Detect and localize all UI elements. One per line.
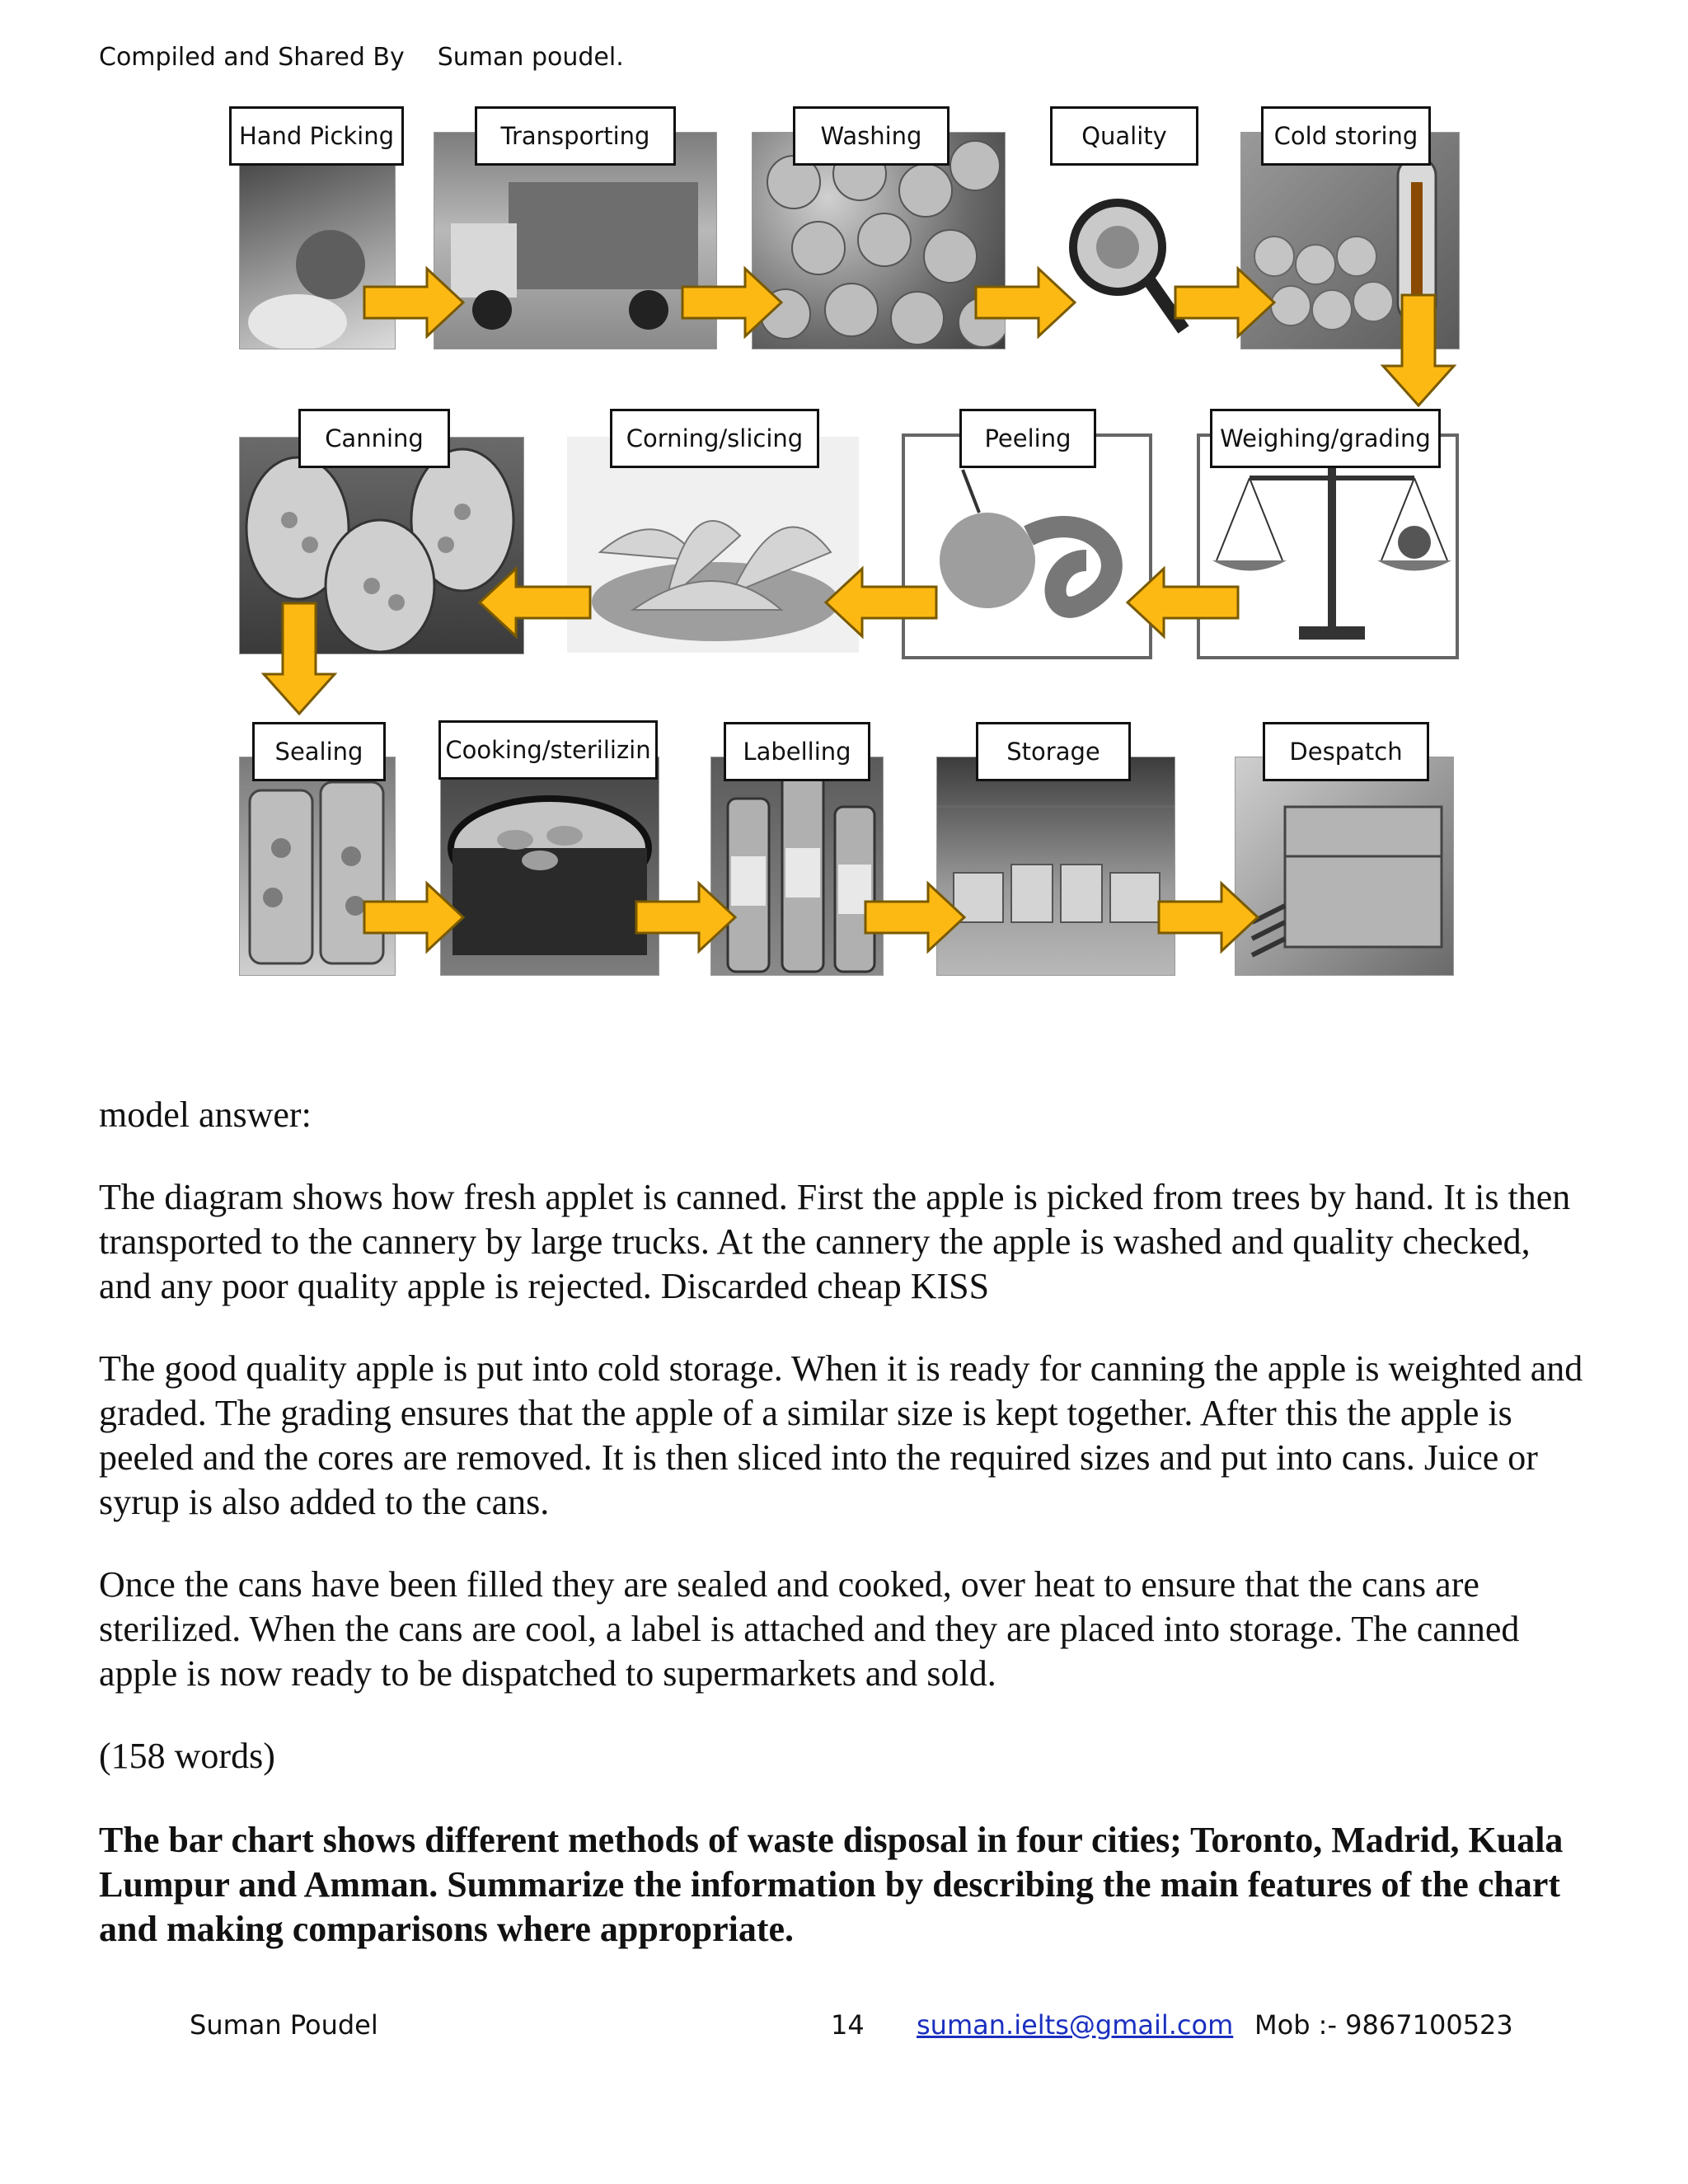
step-label-canning: Canning [298,409,450,468]
arrow-right-icon [974,265,1078,340]
step-label-washing: Washing [793,106,950,166]
photo-storage [936,757,1175,976]
answer-paragraph-2 [99,1347,1591,1525]
arrow-right-icon [363,265,467,340]
footer-mobile: Mob :- 9867100523 [1254,2009,1513,2041]
arrow-right-icon [1174,265,1278,340]
paragraph-text: The diagram shows how fresh applet is canned. First the apple is picked from trees by hand. It is then transported to the cannery by large trucks. At the cannery the apple is washed and quality checked, and any poor quality apple is rejected. Discarded cheap KISS [99,1177,1571,1306]
step-label-sealing: Sealing [252,722,386,781]
paragraph-text: Once the cans have been filled they are sealed and cooked, over heat to ensure that the cans are sterilized. When the cans are cool, a label is attached and they are placed into storage. The canned apple is now ready to be dispatched to supermarkets and sold. [99,1564,1520,1694]
step-label-labelling: Labelling [724,722,870,781]
arrow-right-icon [363,880,467,954]
step-label-peeling: Peeling [959,409,1096,468]
step-label-transporting: Transporting [475,106,676,166]
paragraph-text: The good quality apple is put into cold storage. When it is ready for canning the apple is weighted and graded. The grading ensures that the apple of a similar size is kept together. After this the apple is peeled and the cores are removed. It is then sliced into the required sizes and put into cans. Juice or syrup is also added to the cans. [99,1348,1583,1522]
photo-despatch [1235,757,1454,976]
answer-paragraph-3 [99,1563,1591,1696]
step-label-weighing-grading: Weighing/grading [1210,409,1441,468]
photo-cooking-sterilizing [440,757,659,976]
arrow-left-icon [476,565,592,640]
step-label-cooking-sterilizing: Cooking/sterilizin [438,720,658,780]
task-question: The bar chart shows different methods of waste disposal in four cities; Toronto, Madrid, Kuala Lumpur and Amman. Summarize the information by describing the main features of the chart and making comparisons where appropriate. [99,1820,1564,1949]
step-label-storage: Storage [976,722,1131,781]
header-prefix: Compiled and Shared By [99,43,405,72]
page-footer [0,2009,1688,2050]
step-label-corning-slicing: Corning/slicing [610,409,819,468]
word-count: (158 words) [99,1736,275,1776]
footer-email-link[interactable]: suman.ielts@gmail.com [917,2009,1234,2041]
arrow-right-icon [681,265,785,340]
arrow-left-icon [1124,565,1240,640]
arrow-right-icon [635,880,738,954]
page-number: 14 [831,2009,865,2041]
header-author: Suman poudel. [437,43,624,72]
step-label-cold-storing: Cold storing [1261,106,1431,166]
photo-corning-slicing [567,437,859,653]
arrow-down-icon [1380,293,1457,409]
arrow-left-icon [823,565,938,640]
arrow-down-icon [260,602,338,717]
arrow-right-icon [864,880,968,954]
model-answer-heading: model answer: [99,1094,312,1135]
step-label-hand-picking: Hand Picking [229,106,404,166]
footer-name: Suman Poudel [190,2009,378,2041]
apple-canning-process-diagram [0,0,1688,989]
step-label-quality: Quality [1050,106,1198,166]
answer-paragraph-1 [99,1175,1591,1309]
step-label-despatch: Despatch [1263,722,1429,781]
arrow-right-icon [1157,880,1261,954]
